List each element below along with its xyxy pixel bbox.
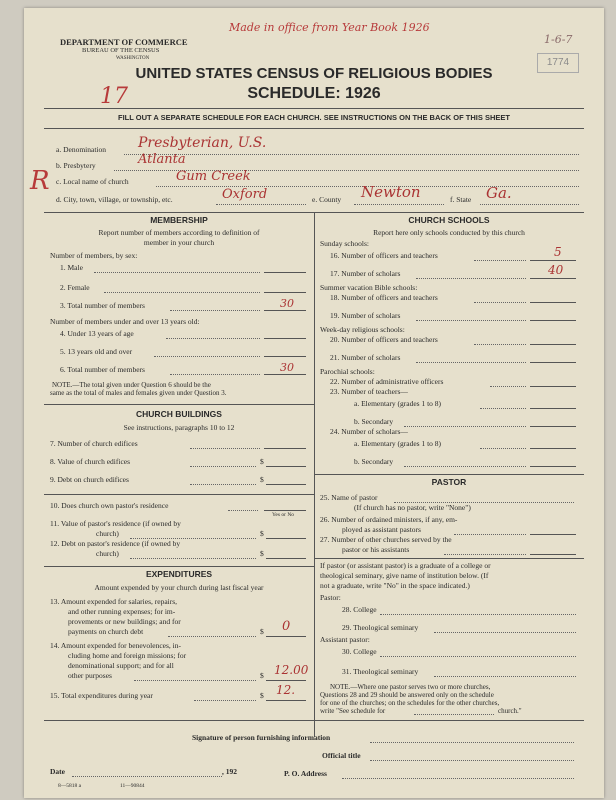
scholars-elementary-label: a. Elementary (grades 1 to 8) <box>354 439 442 448</box>
total-members-label: 3. Total number of members <box>60 301 145 310</box>
dollar-sign: $ <box>260 671 264 680</box>
handwritten-top-note: Made in office from Year Book 1926 <box>229 21 430 34</box>
header-rule <box>44 108 584 109</box>
parochial-teachers-label: 23. Number of teachers— <box>330 387 408 396</box>
sunday-officers-value: 5 <box>554 245 562 259</box>
debt-edifices-label: 9. Debt on church edifices <box>50 475 129 484</box>
pastor-heading: PASTOR <box>431 477 467 487</box>
benevolences-label: 14. Amount expended for benevolences, in- <box>50 641 182 650</box>
handwritten-top-right: 1-6-7 <box>544 33 573 46</box>
denomination-value: Presbyterian, U.S. <box>138 135 267 151</box>
running-expenses-label-2: and other running expenses; for im- <box>68 607 176 616</box>
graduate-instructions-2: theological seminary, give name of institution below. (If <box>320 571 489 580</box>
print-number: 11—90844 <box>120 783 145 789</box>
pastor-note-4: write "See schedule for <box>320 707 386 715</box>
schools-heading: CHURCH SCHOOLS <box>408 215 490 225</box>
total-members-2-label: 6. Total number of members <box>60 365 145 374</box>
total-members-value: 30 <box>280 297 294 310</box>
po-address-field[interactable] <box>342 778 574 779</box>
benevolences-label-4: other purposes <box>68 671 112 680</box>
city-town-label: d. City, town, village, or township, etc. <box>56 195 173 204</box>
date-label: Date <box>50 767 65 776</box>
scholars-secondary-label: b. Secondary <box>354 457 394 466</box>
yes-no-hint: Yes or No <box>272 512 295 518</box>
handwritten-margin-mark: R <box>30 166 50 196</box>
church-name-value: Gum Creek <box>176 169 251 184</box>
value-residence-label: 11. Value of pastor's residence (if owned by <box>50 519 181 528</box>
running-expenses-label-4: payments on church debt <box>68 627 144 636</box>
assistant-ministers-label-2: ployed as assistant pastors <box>342 525 421 534</box>
running-expenses-label: 13. Amount expended for salaries, repairs, <box>50 597 178 606</box>
assistant-college-label: 30. College <box>342 647 377 656</box>
age-heading: Number of members under and over 13 years old: <box>50 317 200 326</box>
census-schedule-page <box>24 8 604 798</box>
dollar-sign: $ <box>260 529 264 538</box>
date-field[interactable] <box>72 776 222 777</box>
dollar-sign: $ <box>260 457 264 466</box>
signature-label: Signature of person furnishing information <box>192 733 331 742</box>
parochial-scholars-label: 24. Number of scholars— <box>330 427 408 436</box>
dollar-sign: $ <box>260 627 264 636</box>
official-title-field[interactable] <box>370 760 574 761</box>
schedule-title: SCHEDULE: 1926 <box>247 85 381 102</box>
pastor-seminary-label: 29. Theological seminary <box>342 623 419 632</box>
official-title-label: Official title <box>322 751 361 760</box>
sunday-scholars-value: 40 <box>548 263 564 277</box>
graduate-instructions-3: not a graduate, write "No" in the space indicated.) <box>320 581 470 590</box>
graduate-instructions-1: If pastor (or assistant pastor) is a graduate of a college or <box>320 561 491 570</box>
weekday-schools-label: Week-day religious schools: <box>320 325 405 334</box>
total-expenditures-value: 12. <box>276 683 296 697</box>
parochial-admin-label: 22. Number of administrative officers <box>330 377 444 386</box>
expenditures-subtitle: Amount expended by your church during last fiscal year <box>94 583 264 592</box>
value-residence-label-2: church) <box>96 529 119 538</box>
debt-residence-label: 12. Debt on pastor's residence (if owned by <box>50 539 181 548</box>
state-value: Ga. <box>486 184 512 202</box>
department-title: DEPARTMENT OF COMMERCE <box>60 37 188 47</box>
pastor-name-label: 25. Name of pastor <box>320 493 378 502</box>
church-name-label: c. Local name of church <box>56 177 129 186</box>
female-label: 2. Female <box>60 283 90 292</box>
buildings-subtitle: See instructions, paragraphs 10 to 12 <box>123 423 235 432</box>
instructions-rule <box>44 128 584 129</box>
presbytery-value: Atlanta <box>138 152 186 167</box>
pastor-note-1: NOTE.—Where one pastor serves two or more churches, <box>330 683 491 691</box>
pastor-note-5: church." <box>498 707 522 715</box>
form-title: UNITED STATES CENSUS OF RELIGIOUS BODIES <box>135 65 493 82</box>
other-churches-label: 27. Number of other churches served by the <box>320 535 452 544</box>
pastor-note-2: Questions 28 and 29 should be answered only on the schedule <box>320 691 494 699</box>
membership-note-2: same as the total of males and females given under Question 3. <box>50 389 227 397</box>
handwritten-number: 17 <box>100 84 128 109</box>
pastor-subheading: Pastor: <box>320 593 341 602</box>
by-sex-label: Number of members, by sex: <box>50 251 138 260</box>
weekday-scholars-label: 21. Number of scholars <box>330 353 401 362</box>
vacation-scholars-label: 19. Number of scholars <box>330 311 401 320</box>
schools-subtitle: Report here only schools conducted by this church <box>373 228 525 237</box>
form-number: 8—5818 a <box>58 783 82 789</box>
instructions-line: FILL OUT A SEPARATE SCHEDULE FOR EACH CHURCH. SEE INSTRUCTIONS ON THE BACK OF THIS SHEET <box>118 113 510 122</box>
presbytery-label: b. Presbytery <box>56 161 96 170</box>
total-expenditures-label: 15. Total expenditures during year <box>50 691 153 700</box>
membership-heading: MEMBERSHIP <box>150 215 208 225</box>
benevolences-label-2: cluding home and foreign missions; for <box>68 651 187 660</box>
benevolences-label-3: denominational support; and for all <box>68 661 174 670</box>
male-label: 1. Male <box>60 263 83 272</box>
year-label: , 192 <box>222 767 237 776</box>
sunday-schools-label: Sunday schools: <box>320 239 369 248</box>
total-members-2-value: 30 <box>280 361 294 374</box>
dollar-sign: $ <box>260 549 264 558</box>
assistant-ministers-label: 26. Number of ordained ministers, if any, em- <box>320 515 458 524</box>
assistant-seminary-label: 31. Theological seminary <box>342 667 419 676</box>
vacation-officers-label: 18. Number of officers and teachers <box>330 293 438 302</box>
state-label: f. State <box>450 195 472 204</box>
sunday-officers-label: 16. Number of officers and teachers <box>330 251 438 260</box>
other-churches-label-2: pastor or his assistants <box>342 545 410 554</box>
assistant-subheading: Assistant pastor: <box>320 635 370 644</box>
membership-note-1: NOTE.—The total given under Question 6 should be the <box>52 381 211 389</box>
church-edifices-label: 7. Number of church edifices <box>50 439 138 448</box>
pastor-name-hint: (If church has no pastor, write "None") <box>354 503 471 512</box>
dollar-sign: $ <box>260 475 264 484</box>
denomination-label: a. Denomination <box>56 145 106 154</box>
owns-residence-label: 10. Does church own pastor's residence <box>50 501 169 510</box>
city-label: WASHINGTON <box>116 56 150 61</box>
vacation-schools-label: Summer vacation Bible schools: <box>320 283 418 292</box>
debt-residence-label-2: church) <box>96 549 119 558</box>
teachers-secondary-label: b. Secondary <box>354 417 394 426</box>
running-expenses-label-3: provements or new buildings; and for <box>68 617 181 626</box>
buildings-heading: CHURCH BUILDINGS <box>136 409 222 419</box>
stamp-number: 1774 <box>537 53 579 73</box>
county-label: e. County <box>312 195 342 204</box>
over-13-label: 5. 13 years old and over <box>60 347 133 356</box>
pastor-college-label: 28. College <box>342 605 377 614</box>
bureau-title: BUREAU OF THE CENSUS <box>82 47 160 54</box>
teachers-elementary-label: a. Elementary (grades 1 to 8) <box>354 399 442 408</box>
membership-subtitle: Report number of members according to definition of <box>98 228 260 237</box>
dollar-sign: $ <box>260 691 264 700</box>
county-value: Newton <box>361 183 421 201</box>
running-expenses-value: 0 <box>282 619 291 634</box>
parochial-schools-label: Parochial schools: <box>320 367 375 376</box>
under-13-label: 4. Under 13 years of age <box>60 329 134 338</box>
signature-field[interactable] <box>370 742 574 743</box>
weekday-officers-label: 20. Number of officers and teachers <box>330 335 438 344</box>
pastor-note-3: for one of the churches; on the schedules for the other churches, <box>320 699 500 707</box>
po-address-label: P. O. Address <box>284 769 327 778</box>
benevolences-value: 12.00 <box>274 663 309 677</box>
membership-subtitle-2: member in your church <box>143 238 215 247</box>
sunday-scholars-label: 17. Number of scholars <box>330 269 401 278</box>
value-edifices-label: 8. Value of church edifices <box>50 457 131 466</box>
expenditures-heading: EXPENDITURES <box>145 569 213 579</box>
city-town-value: Oxford <box>222 187 268 202</box>
